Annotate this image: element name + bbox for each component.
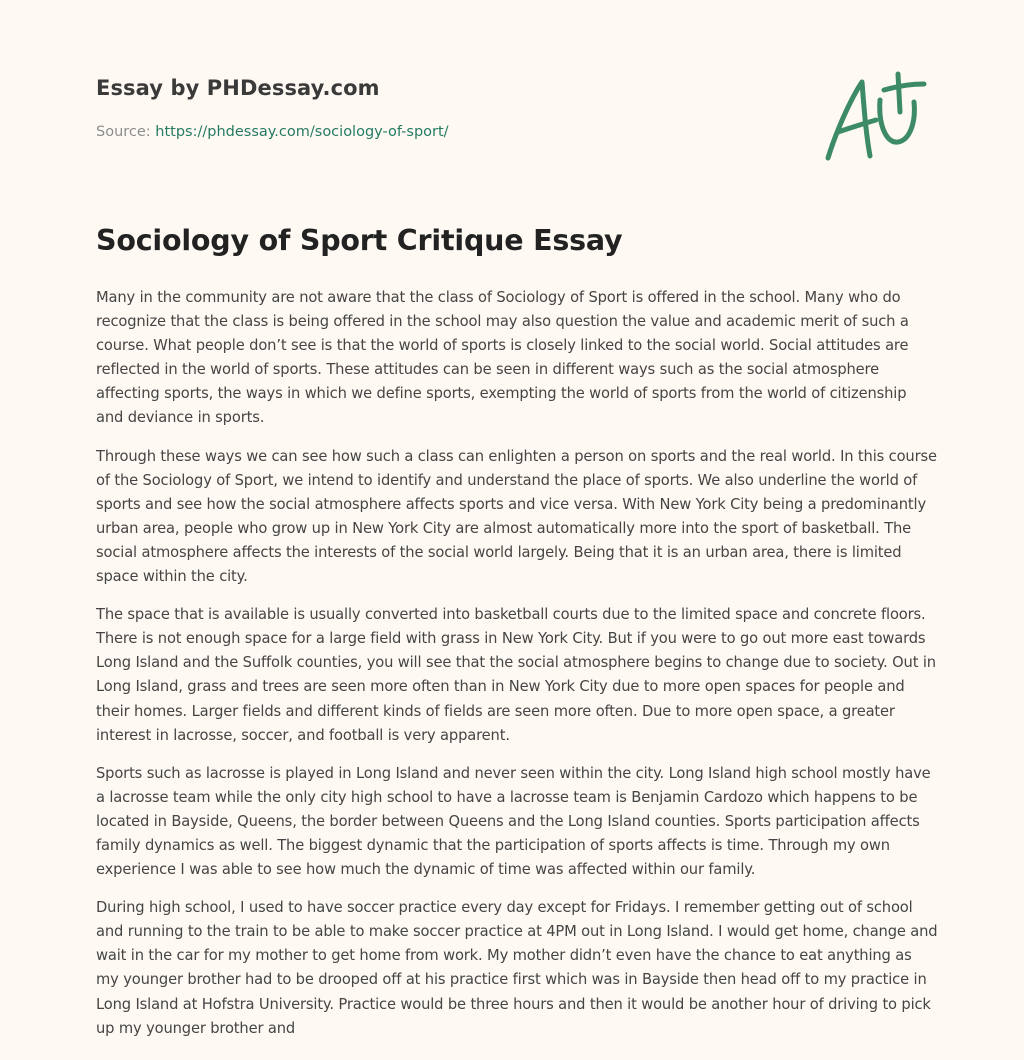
essay-paragraph: Many in the community are not aware that the class of Sociology of Sport is offered in the school. Many who do recognize that the class is being offered in the school may also question the value and academic merit of such a course. What people don’t see is that the world of sports is closely linked to the social world. Social attitudes are reflected in the world of sports. These attitudes can be seen in different ways such as the social atmosphere affecting sports, the ways in which we define sports, exempting the world of sports from the world of citizenship and deviance in sports.: [96, 289, 909, 427]
essay-paragraph: Sports such as lacrosse is played in Long Island and never seen within the city. Long Island high school mostly have a lacrosse team while the only city high school to have a lacrosse team is Benjamin Cardozo which happens to be located in Bayside, Queens, the border between Queens and the Long Island counties. Sports participation affects family dynamics as well. The biggest dynamic that the participation of sports affects is time. Through my own experience I was able to see how much the dynamic of time was affected within our family.: [96, 764, 931, 879]
essay-paragraph: The space that is available is usually converted into basketball courts due to the limited space and concrete floors. There is not enough space for a large field with grass in New York City. But if you were to go out more east towards Long Island and the Suffolk counties, you will see that the social atmosphere begins to change due to society. Out in Long Island, grass and trees are seen more often than in New York City due to more open spaces for people and their homes. Larger fields and different kinds of fields are seen more often. Due to more open space, a greater interest in lacrosse, soccer, and football is very apparent.: [96, 606, 936, 744]
source-label: Source:: [96, 124, 151, 140]
essay-paragraph: During high school, I used to have soccer practice every day except for Fridays. I remember getting out of school and running to the train to be able to make soccer practice at 4PM out in Long Island. I would get home, change and wait in the car for my mother to get home from work. My mother didn’t even have the chance to eat anything as my younger brother had to be drooped off at his practice first which was in Bayside then head off to my practice in Long Island at Hofstra University. Practice would be three hours and then it would be another hour of driving to pick up my younger brother and: [96, 899, 938, 1037]
essay-paragraph: Through these ways we can see how such a class can enlighten a person on sports and the real world. In this course of the Sociology of Sport, we intend to identify and understand the place of sports. We also underline the world of sports and see how the social atmosphere affects sports and vice versa. With New York City being a predominantly urban area, people who grow up in New York City are almost automatically more into the sport of basketball. The social atmosphere affects the interests of the social world largely. Being that it is an urban area, there is limited space within the city.: [96, 447, 937, 586]
site-brand: Essay by PHDessay.com: [96, 76, 380, 100]
source-link[interactable]: https://phdessay.com/sociology-of-sport/: [155, 124, 449, 140]
a-plus-icon: [818, 66, 934, 166]
source-line: [96, 124, 449, 140]
essay-body: [96, 286, 938, 1055]
essay-title: Sociology of Sport Critique Essay: [96, 224, 623, 257]
